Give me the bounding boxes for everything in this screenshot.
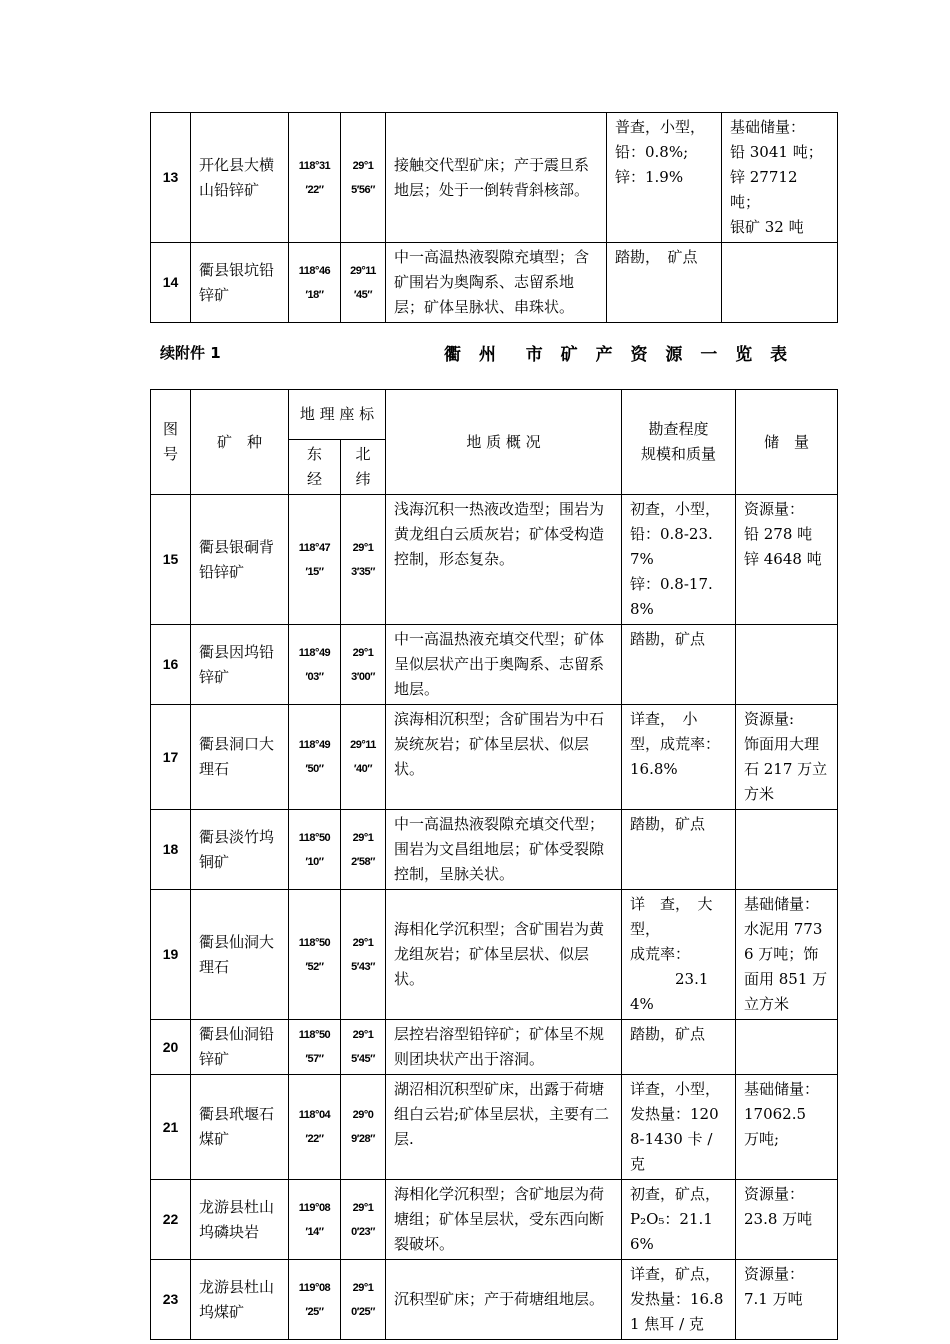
reserve-amount: 资源量： 23.8 万吨 (736, 1180, 838, 1260)
table-row (151, 1260, 838, 1340)
north-latitude: 29°1 5′45″ (341, 1020, 386, 1075)
row-number: 14 (151, 243, 191, 323)
survey-level: 踏勘， 矿点 (607, 243, 722, 323)
row-number: 18 (151, 810, 191, 890)
reserve-amount: 资源量: 饰面用大理石 217 万立方米 (736, 705, 838, 810)
header-reserve: 储 量 (736, 390, 838, 495)
north-latitude: 29°1 0′23″ (341, 1180, 386, 1260)
table-row (151, 113, 838, 243)
table-row (151, 1020, 838, 1075)
survey-level: 详 查， 大型， 成荒率： 23.14% (622, 890, 736, 1020)
survey-level: 初查，矿点， P₂O₅：21.16% (622, 1180, 736, 1260)
geology-summary: 中一高温热液充填交代型；矿体呈似层状产出于奥陶系、志留系地层。 (386, 625, 622, 705)
reserve-amount: 基础储量： 水泥用 7736 万吨；饰面用 851 万立方米 (736, 890, 838, 1020)
row-number: 23 (151, 1260, 191, 1340)
header-north: 北 纬 (341, 440, 386, 495)
header-geology: 地 质 概 况 (386, 390, 622, 495)
north-latitude: 29°1 5′56″ (341, 113, 386, 243)
east-longitude: 118°04 ′22″ (289, 1075, 341, 1180)
east-longitude: 118°50 ′52″ (289, 890, 341, 1020)
geology-summary: 滨海相沉积型；含矿围岩为中石炭统灰岩；矿体呈层状、似层状。 (386, 705, 622, 810)
row-number: 17 (151, 705, 191, 810)
mineral-name: 衢县银坑铅锌矿 (191, 243, 289, 323)
header-mineral: 矿 种 (191, 390, 289, 495)
survey-level: 详查， 小型，成荒率： 16.8% (622, 705, 736, 810)
table-row (151, 625, 838, 705)
survey-level: 踏勘，矿点 (622, 1020, 736, 1075)
table-row (151, 890, 838, 1020)
table-row (151, 810, 838, 890)
mineral-name: 衢县银硐背铅锌矿 (191, 495, 289, 625)
header-east: 东 经 (289, 440, 341, 495)
geology-summary: 中一高温热液裂隙充填交代型；围岩为文昌组地层；矿体受裂隙控制，呈脉关状。 (386, 810, 622, 890)
survey-level: 踏勘，矿点 (622, 625, 736, 705)
mineral-name: 开化县大横山铅锌矿 (191, 113, 289, 243)
mineral-name: 衢县玳堰石煤矿 (191, 1075, 289, 1180)
row-number: 16 (151, 625, 191, 705)
mineral-name: 衢县因坞铅锌矿 (191, 625, 289, 705)
survey-level: 详查，小型， 发热量：1208-1430 卡 / 克 (622, 1075, 736, 1180)
survey-level: 初查，小型， 铅：0.8-23.7% 锌：0.8-17.8% (622, 495, 736, 625)
geology-summary: 浅海沉积一热液改造型；围岩为黄龙组白云质灰岩；矿体受构造控制，形态复杂。 (386, 495, 622, 625)
mineral-name: 衢县仙洞大理石 (191, 890, 289, 1020)
east-longitude: 118°46 ′18″ (289, 243, 341, 323)
header-survey: 勘查程度 规模和质量 (622, 390, 736, 495)
row-number: 22 (151, 1180, 191, 1260)
row-number: 13 (151, 113, 191, 243)
row-number: 21 (151, 1075, 191, 1180)
reserve-amount: 资源量： 7.1 万吨 (736, 1260, 838, 1340)
east-longitude: 119°08 ′25″ (289, 1260, 341, 1340)
east-longitude: 118°50 ′10″ (289, 810, 341, 890)
table-row (151, 705, 838, 810)
row-number: 15 (151, 495, 191, 625)
geology-summary: 海相化学沉积型；含矿围岩为黄龙组灰岩；矿体呈层状、似层状。 (386, 890, 622, 1020)
mineral-name: 龙游县杜山坞煤矿 (191, 1260, 289, 1340)
reserve-amount (736, 1020, 838, 1075)
survey-level: 详查，矿点， 发热量：16.81 焦耳 / 克 (622, 1260, 736, 1340)
mineral-name: 衢县淡竹坞铜矿 (191, 810, 289, 890)
table-row (151, 1075, 838, 1180)
mineral-name: 衢县仙洞铅锌矿 (191, 1020, 289, 1075)
reserve-amount (736, 810, 838, 890)
north-latitude: 29°11 ′40″ (341, 705, 386, 810)
east-longitude: 118°47 ′15″ (289, 495, 341, 625)
north-latitude: 29°11 ′45″ (341, 243, 386, 323)
resource-table-top (150, 112, 838, 323)
north-latitude: 29°1 5′43″ (341, 890, 386, 1020)
north-latitude: 29°1 2′58″ (341, 810, 386, 890)
geology-summary: 层控岩溶型铅锌矿；矿体呈不规则团块状产出于溶洞。 (386, 1020, 622, 1075)
geology-summary: 接触交代型矿床；产于震旦系地层；处于一倒转背斜核部。 (386, 113, 607, 243)
reserve-amount: 基础储量： 17062.5 万吨; (736, 1075, 838, 1180)
mineral-name: 龙游县杜山坞磷块岩 (191, 1180, 289, 1260)
table-row (151, 495, 838, 625)
table-header-row (151, 390, 838, 440)
geology-summary: 沉积型矿床；产于荷塘组地层。 (386, 1260, 622, 1340)
survey-level: 踏勘，矿点 (622, 810, 736, 890)
table-row (151, 243, 838, 323)
east-longitude: 118°50 ′57″ (289, 1020, 341, 1075)
north-latitude: 29°0 9′28″ (341, 1075, 386, 1180)
row-number: 19 (151, 890, 191, 1020)
reserve-amount: 资源量： 铅 278 吨 锌 4648 吨 (736, 495, 838, 625)
geology-summary: 中一高温热液裂隙充填型；含矿围岩为奥陶系、志留系地层；矿体呈脉状、串珠状。 (386, 243, 607, 323)
table-row (151, 1180, 838, 1260)
header-number: 图 号 (151, 390, 191, 495)
east-longitude: 118°49 ′03″ (289, 625, 341, 705)
resource-table-main (150, 389, 838, 1340)
north-latitude: 29°1 0′25″ (341, 1260, 386, 1340)
page-title: 衢 州 市 矿 产 资 源 一 览 表 (444, 345, 794, 365)
reserve-amount (722, 243, 838, 323)
mineral-name: 衢县洞口大理石 (191, 705, 289, 810)
north-latitude: 29°1 3′35″ (341, 495, 386, 625)
east-longitude: 118°49 ′50″ (289, 705, 341, 810)
survey-level: 普查，小型， 铅：0.8%; 锌：1.9% (607, 113, 722, 243)
header-coordinates: 地 理 座 标 (289, 390, 386, 440)
row-number: 20 (151, 1020, 191, 1075)
east-longitude: 119°08 ′14″ (289, 1180, 341, 1260)
reserve-amount: 基础储量： 铅 3041 吨； 锌 27712 吨； 银矿 32 吨 (722, 113, 838, 243)
east-longitude: 118°31 ′22″ (289, 113, 341, 243)
reserve-amount (736, 625, 838, 705)
north-latitude: 29°1 3′00″ (341, 625, 386, 705)
geology-summary: 湖沼相沉积型矿床，出露于荷塘组白云岩;矿体呈层状，主要有二层. (386, 1075, 622, 1180)
geology-summary: 海相化学沉积型；含矿地层为荷塘组；矿体呈层状，受东西向断裂破坏。 (386, 1180, 622, 1260)
appendix-label: 续附件 1 (160, 344, 221, 362)
